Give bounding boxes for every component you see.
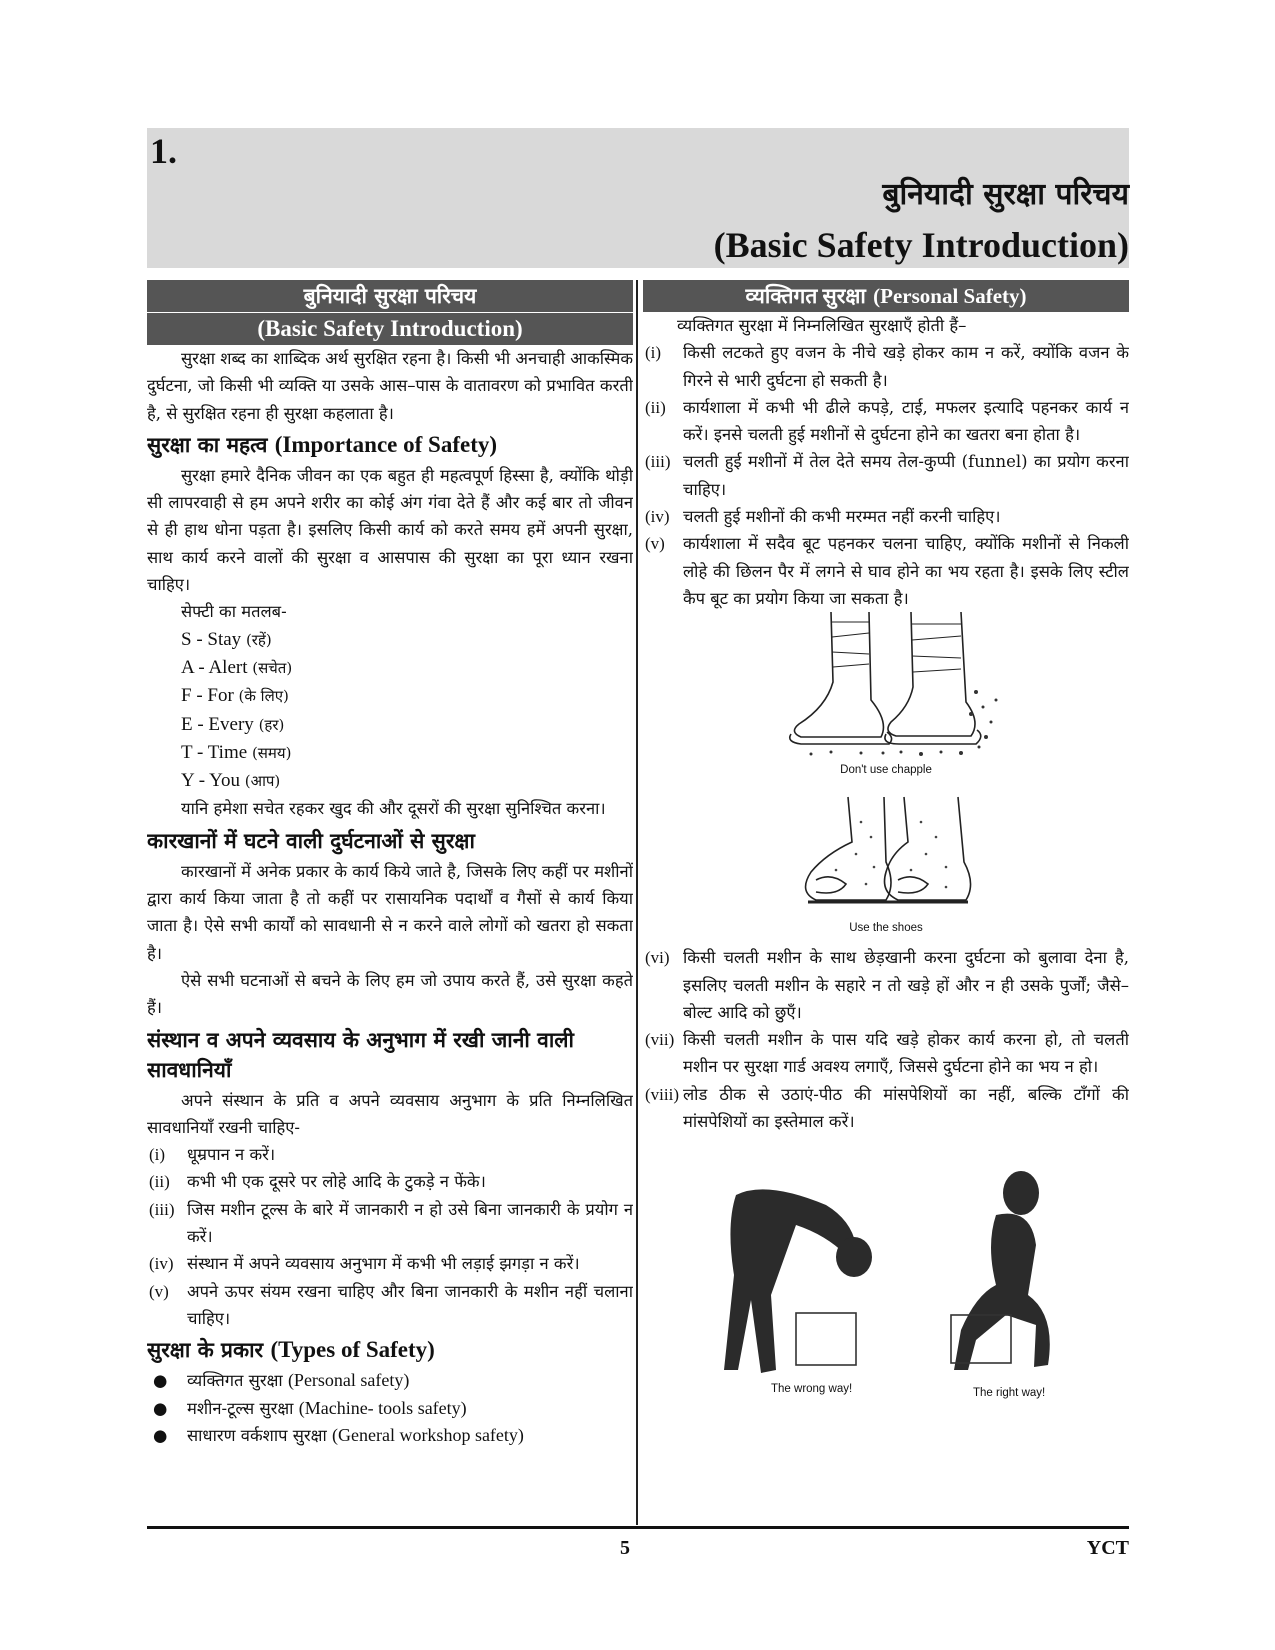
section-header-english: (Basic Safety Introduction) bbox=[147, 312, 633, 345]
list-item: (iv) संस्थान में अपने व्यवसाय अनुभाग में कभी भी लड़ाई झगड़ा न करें। bbox=[149, 1254, 580, 1274]
caption-right-way: The right way! bbox=[973, 1387, 1046, 1400]
list-item: (v) अपने ऊपर संयम रखना चाहिए और बिना जानकारी के मशीन नहीं चलाना चाहिए। bbox=[149, 1281, 633, 1328]
personal-safety-list-bottom bbox=[643, 944, 1129, 1135]
personal-safety-list-top bbox=[643, 339, 1129, 612]
list-item: (ii) कार्यशाला में कभी भी ढीले कपड़े, टाई, मफलर इत्यादि पहनकर कार्य न करें। इनसे चलती हुई मशीनों से दुर्घटना होने का खतरा बना होता है। bbox=[645, 397, 1129, 445]
list-item: (i) किसी लटकते हुए वजन के नीचे खड़े होकर काम न करें, क्योंकि वजन के गिरने से भारी दुर्घटना हो सकती है। bbox=[645, 343, 1129, 390]
list-item: (i) धूम्रपान न करें। bbox=[149, 1145, 276, 1165]
list-item: (iv) चलती हुई मशीनों की कभी मरम्मत नहीं करनी चाहिए। bbox=[645, 507, 1001, 527]
chapter-number: 1. bbox=[150, 131, 177, 171]
importance-heading-english: (Importance of Safety) bbox=[274, 431, 498, 457]
list-item: (v) कार्यशाला में सदैव बूट पहनकर चलना चाहिए, क्योंकि मशीनों से निकली लोहे की छिलन पैर में लगने से घाव होने का भय रहता है। इसके लिए स्टील कैप बूट का प्रयोग किया जा सकता है। bbox=[645, 534, 1129, 608]
list-item: (vi) किसी चलती मशीन के साथ छेड़खानी करना दुर्घटना को बुलावा देना है, इसलिए चलती मशीन के सहारे न तो खड़े हों और न ही उसके पुर्जों; जैसे–बोल्ट आदि को छुएँ। bbox=[645, 948, 1129, 1022]
importance-paragraph: सुरक्षा हमारे दैनिक जीवन का एक बहुत ही महत्वपूर्ण हिस्सा है, क्योंकि थोड़ी सी लापरवाही से हम अपने शरीर का कोई अंग गंवा देते हैं और कई बार तो जीवन से ही हाथ धोना पड़ता है। इसलिए किसी कार्य को करते समय हमें अपनी सुरक्षा, साथ कार्य करने वालों की सुरक्षा व आसपास की सुरक्षा का पूरा ध्यान रखना चाहिए। bbox=[147, 465, 633, 595]
chapter-title-hindi: बुनियादी सुरक्षा परिचय bbox=[882, 177, 1129, 212]
list-item: (vii) किसी चलती मशीन के पास यदि खड़े होकर कार्य करना हो, तो चलती मशीन पर सुरक्षा गार्ड अवश्य लगाएँ, जिससे दुर्घटना होने का भय न हो। bbox=[645, 1030, 1129, 1077]
publisher-brand: YCT bbox=[1086, 1537, 1129, 1559]
safety-types-list bbox=[147, 1367, 633, 1449]
list-item: (ii) कभी भी एक दूसरे पर लोहे आदि के टुकड़े न फेंके। bbox=[149, 1172, 486, 1192]
factory-heading: कारखानों में घटने वाली दुर्घटनाओं से सुरक्षा bbox=[147, 827, 475, 853]
factory-paragraph-2: ऐसे सभी घटनाओं से बचने के लिए हम जो उपाय करते हैं, उसे सुरक्षा कहते हैं। bbox=[147, 970, 633, 1018]
lifting-posture-illustration bbox=[676, 1165, 1096, 1395]
caption-chapple: Don't use chapple bbox=[840, 764, 932, 777]
lifting-captions bbox=[643, 1383, 1129, 1411]
importance-heading-hindi: सुरक्षा का महत्व bbox=[147, 431, 268, 457]
section-header-hindi: बुनियादी सुरक्षा परिचय bbox=[147, 280, 633, 312]
intro-paragraph: सुरक्षा शब्द का शाब्दिक अर्थ सुरक्षित रहना है। किसी भी अनचाही आकस्मिक दुर्घटना, जो किसी भी व्यक्ति या उसके आस–पास के वातावरण को प्रभावित करती है, से सुरक्षित रहना ही सुरक्षा कहलाता है। bbox=[147, 349, 633, 423]
bullet-icon: ● bbox=[153, 1371, 168, 1391]
caption-wrong-way: The wrong way! bbox=[771, 1383, 853, 1396]
list-item: ● साधारण वर्कशाप सुरक्षा (General workshop safety) bbox=[147, 1422, 633, 1449]
acronym-line: T - Time (समय) bbox=[181, 741, 292, 763]
caption-shoes: Use the shoes bbox=[849, 922, 923, 935]
precautions-list bbox=[147, 1141, 633, 1332]
page-number: 5 bbox=[620, 1537, 630, 1559]
acronym-line: F - For (के लिए) bbox=[181, 685, 289, 707]
personal-safety-intro: व्यक्तिगत सुरक्षा में निम्नलिखित सुरक्षाएँ होती हैं– bbox=[677, 316, 967, 335]
list-item: ● मशीन-टूल्स सुरक्षा (Machine- tools safety) bbox=[147, 1395, 633, 1422]
right-column bbox=[643, 280, 1129, 1525]
bullet-icon: ● bbox=[153, 1425, 168, 1445]
safety-acronym-list bbox=[147, 626, 633, 796]
footer-rule bbox=[147, 1526, 1129, 1529]
importance-heading bbox=[147, 430, 633, 460]
types-heading-english: (Types of Safety) bbox=[270, 1337, 435, 1363]
acronym-summary: यानि हमेशा सचेत रहकर खुद की और दूसरों की सुरक्षा सुनिश्चित करना। bbox=[181, 799, 606, 819]
safety-meaning-label: सेफ्टी का मतलब- bbox=[181, 602, 287, 622]
left-column bbox=[147, 280, 633, 1525]
list-item: (viii) लोड ठीक से उठाएं-पीठ की मांसपेशियों का नहीं, बल्कि टाँगों की मांसपेशियों का इस्तेमाल करें। bbox=[645, 1084, 1129, 1132]
acronym-line: E - Every (हर) bbox=[181, 713, 285, 735]
column-divider bbox=[636, 280, 638, 1525]
list-item: (iii) चलती हुई मशीनों में तेल देते समय तेल-कुप्पी (funnel) का प्रयोग करना चाहिए। bbox=[645, 452, 1129, 499]
acronym-line: S - Stay (रहें) bbox=[181, 628, 272, 650]
chapter-title-english: (Basic Safety Introduction) bbox=[713, 225, 1129, 265]
acronym-line: A - Alert (सचेत) bbox=[181, 656, 293, 678]
list-item: ● व्यक्तिगत सुरक्षा (Personal safety) bbox=[147, 1367, 633, 1394]
chapple-feet-illustration bbox=[771, 612, 1001, 762]
acronym-line: Y - You (आप) bbox=[181, 770, 281, 792]
safety-shoes-illustration bbox=[786, 792, 986, 920]
types-heading bbox=[147, 1335, 633, 1365]
precautions-heading: संस्थान व अपने व्यवसाय के अनुभाग में रखी जानी वाली सावधानियाँ bbox=[147, 1026, 574, 1082]
factory-paragraph-1: कारखानों में अनेक प्रकार के कार्य किये जाते है, जिसके लिए कहीं पर मशीनों द्वारा कार्य किया जाता है तो कहीं पर रासायनिक पदार्थों व गैसों से कार्य किया जाता है। ऐसे सभी कार्यों को सावधानी से न करने वाले लोगों को खतरा हो सकता है। bbox=[147, 861, 633, 963]
bullet-icon: ● bbox=[153, 1398, 168, 1418]
types-heading-hindi: सुरक्षा के प्रकार bbox=[147, 1337, 264, 1363]
precautions-intro: अपने संस्थान के प्रति व अपने व्यवसाय अनुभाग के प्रति निम्नलिखित सावधानियाँ रखनी चाहिए- bbox=[147, 1090, 633, 1137]
list-item: (iii) जिस मशीन टूल्स के बारे में जानकारी न हो उसे बिना जानकारी के प्रयोग न करें। bbox=[149, 1199, 633, 1247]
personal-safety-header: व्यक्तिगत सुरक्षा (Personal Safety) bbox=[643, 280, 1129, 312]
